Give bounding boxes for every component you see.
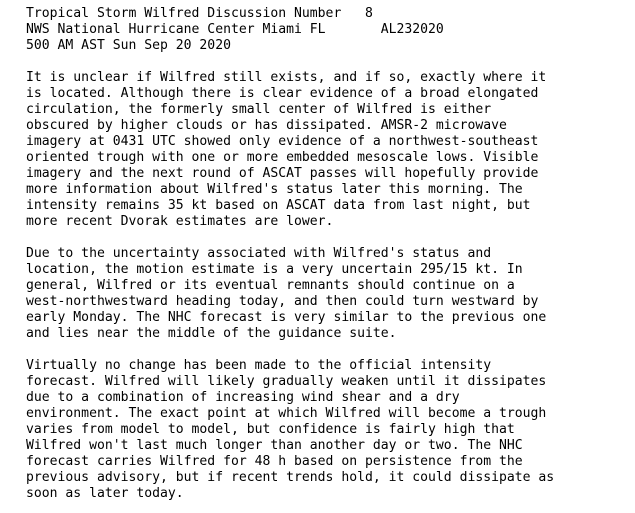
text-line: varies from model to model, but confidence is fairly high that	[26, 422, 515, 437]
discussion-title: Tropical Storm Wilfred Discussion Number 8	[26, 6, 373, 21]
blank-line	[26, 230, 635, 246]
text-line: It is unclear if Wilfred still exists, and if so, exactly where it	[26, 70, 547, 85]
text-line: soon as later today.	[26, 486, 184, 501]
issuance-time: 500 AM AST Sun Sep 20 2020	[26, 38, 231, 53]
blank-line	[26, 54, 635, 70]
text-line: forecast. Wilfred will likely gradually weaken until it dissipates	[26, 374, 547, 389]
text-line: intensity remains 35 kt based on ASCAT data from last night, but	[26, 198, 531, 213]
text-line: general, Wilfred or its eventual remnants should continue on a	[26, 278, 515, 293]
paragraph-status	[26, 70, 635, 230]
text-line: imagery and the next round of ASCAT passes will hopefully provide	[26, 166, 539, 181]
text-line: more information about Wilfred's status later this morning. The	[26, 182, 523, 197]
paragraph-motion	[26, 246, 635, 342]
paragraph-intensity	[26, 358, 635, 502]
text-line: previous advisory, but if recent trends hold, it could dissipate as	[26, 470, 555, 485]
text-line: obscured by higher clouds or has dissipated. AMSR-2 microwave	[26, 118, 507, 133]
text-line: is located. Although there is clear evidence of a broad elongated	[26, 86, 539, 101]
text-line: circulation, the formerly small center of Wilfred is either	[26, 102, 492, 117]
text-line: oriented trough with one or more embedded mesoscale lows. Visible	[26, 150, 539, 165]
text-line: Due to the uncertainty associated with Wilfred's status and	[26, 246, 492, 261]
text-line: location, the motion estimate is a very uncertain 295/15 kt. In	[26, 262, 523, 277]
text-line: west-northwestward heading today, and then could turn westward by	[26, 294, 539, 309]
text-line: Virtually no change has been made to the official intensity	[26, 358, 492, 373]
blank-line	[26, 342, 635, 358]
text-line: due to a combination of increasing wind shear and a dry	[26, 390, 460, 405]
text-line: imagery at 0431 UTC showed only evidence of a northwest-southeast	[26, 134, 539, 149]
text-line: more recent Dvorak estimates are lower.	[26, 214, 334, 229]
text-line: forecast carries Wilfred for 48 h based on persistence from the	[26, 454, 523, 469]
text-line: early Monday. The NHC forecast is very similar to the previous one	[26, 310, 547, 325]
discussion-header	[26, 6, 635, 54]
text-line: environment. The exact point at which Wilfred will become a trough	[26, 406, 547, 421]
text-line: Wilfred won't last much longer than another day or two. The NHC	[26, 438, 523, 453]
issuing-office: NWS National Hurricane Center Miami FL AL232020	[26, 22, 444, 37]
text-line: and lies near the middle of the guidance suite.	[26, 326, 397, 341]
